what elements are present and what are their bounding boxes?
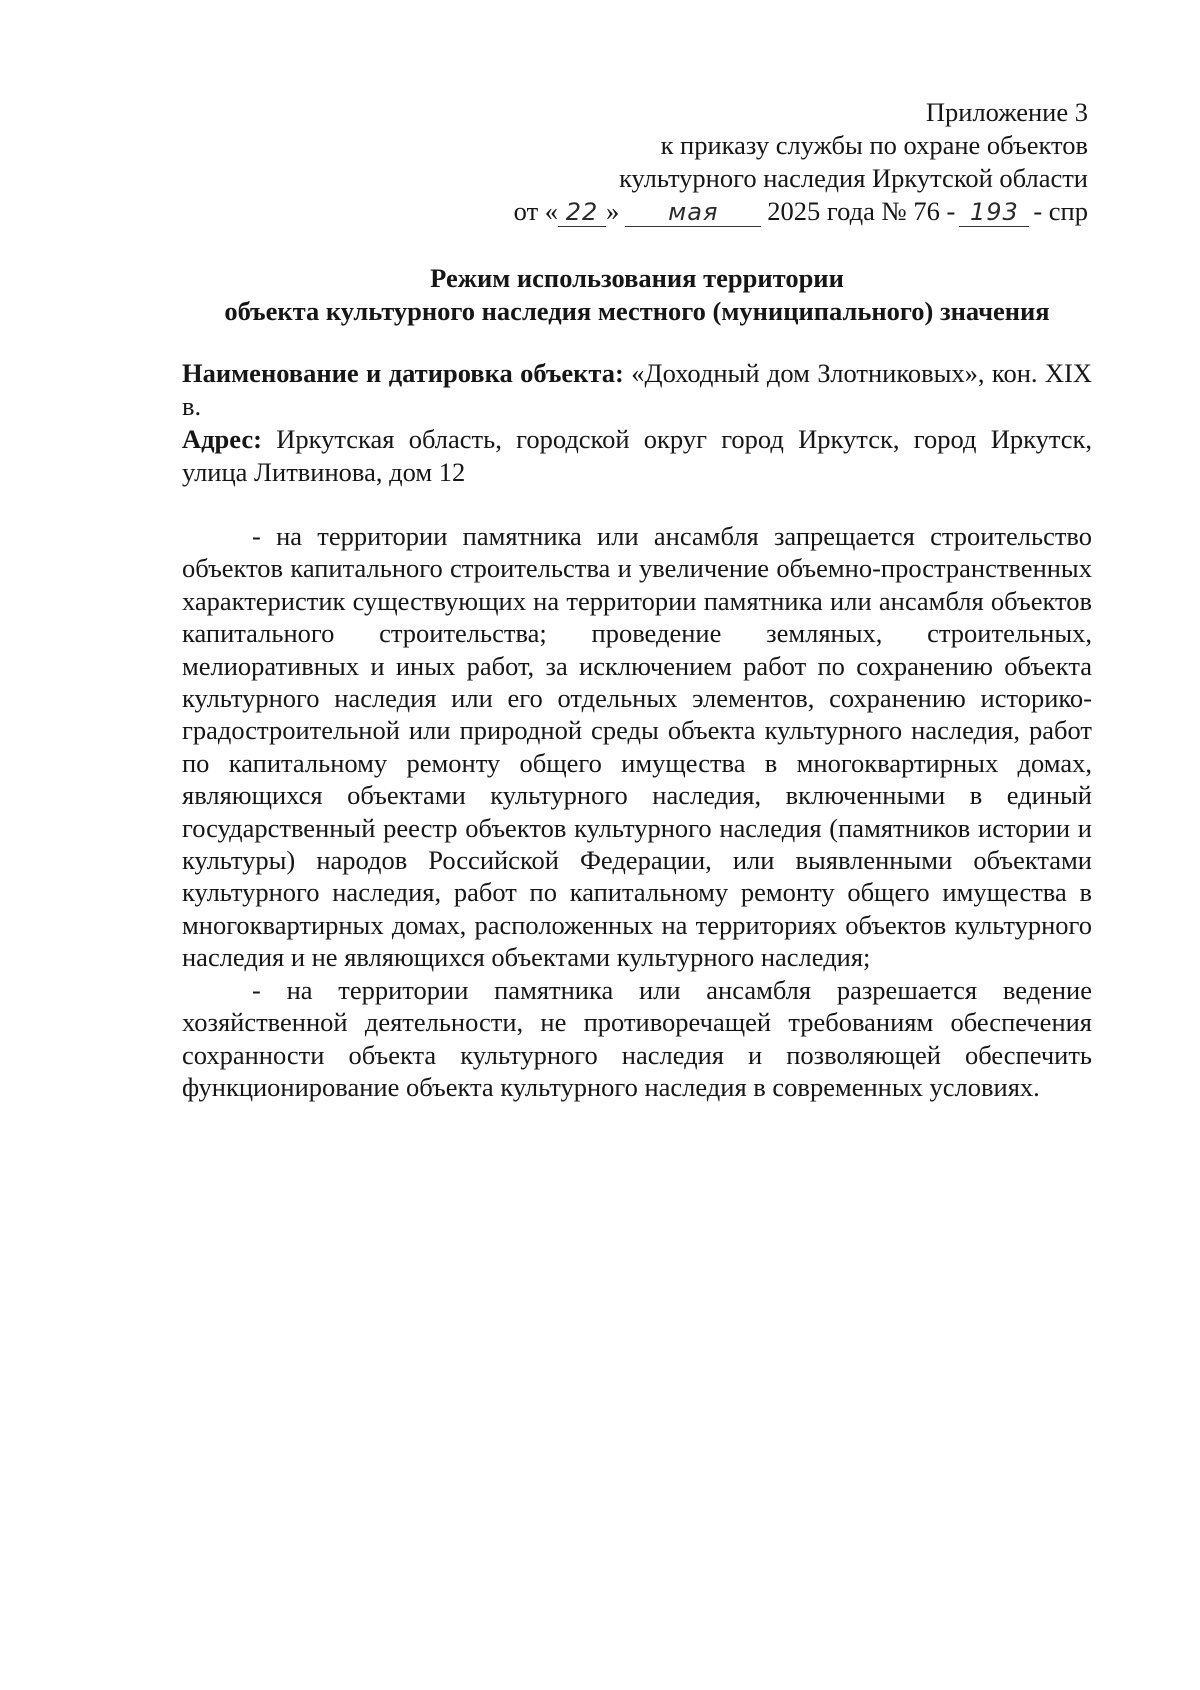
rules-section <box>182 520 1092 1103</box>
object-address-label: Адрес: <box>182 424 262 454</box>
appendix-label: Приложение 3 <box>925 97 1088 127</box>
date-prefix: от « <box>513 196 559 226</box>
appendix-header <box>514 96 1088 228</box>
object-name-label: Наименование и датировка объекта: <box>182 358 624 388</box>
handwritten-day: 22 <box>558 198 606 227</box>
object-address-paragraph <box>182 423 1092 489</box>
object-name-paragraph <box>182 357 1092 423</box>
document-title <box>182 262 1092 328</box>
handwritten-number: 193 <box>959 198 1029 227</box>
object-name-value: «Доходный дом Злотниковых», кон. XIX в. <box>182 358 1092 421</box>
title-line-1: Режим использования территории <box>430 263 844 293</box>
order-line-2: культурного наследия Иркутской области <box>619 163 1088 193</box>
number-suffix: - спр <box>1033 196 1088 226</box>
rule-paragraph-permitted: - на территории памятника или ансамбля разрешается ведение хозяйственной деятельности, не противоречащей требованиям обеспечения сохранности объекта культурного наследия и позволяющей обеспечить функционирование объекта культурного наследия в современных условиях. <box>182 974 1092 1102</box>
object-address-value: Иркутская область, городской округ город Иркутск, город Иркутск, улица Литвинова, дом 12 <box>182 424 1092 487</box>
handwritten-month: мая <box>625 198 761 227</box>
date-quote-close: » <box>606 196 620 226</box>
rule-paragraph-prohibited: - на территории памятника или ансамбля запрещается строительство объектов капитального строительства и увеличение объемно-пространственных характеристик существующих на территории памятника или ансамбля объектов капитального строительства; проведение земляных, строительных, мелиоративных и иных работ, за исключением работ по сохранению объекта культурного наследия или его отдельных элементов, сохранению историко-градостроительной или природной среды объекта культурного наследия, работ по капитальному ремонту общего имущества в многоквартирных домах, являющихся объектами культурного наследия, включенными в единый государственный реестр объектов культурного наследия (памятников истории и культуры) народов Российской Федерации, или выявленными объектами культурного наследия, работ по капитальному ремонту общего имущества в многоквартирных домах, расположенных на территориях объектов культурного наследия и не являющихся объектами культурного наследия; <box>182 521 1092 973</box>
object-info <box>182 357 1092 489</box>
title-line-2: объекта культурного наследия местного (муниципального) значения <box>224 296 1050 326</box>
year-text: 2025 года № 76 - <box>767 196 956 226</box>
order-line-1: к приказу службы по охране объектов <box>660 130 1088 160</box>
order-date-line <box>514 195 1088 228</box>
